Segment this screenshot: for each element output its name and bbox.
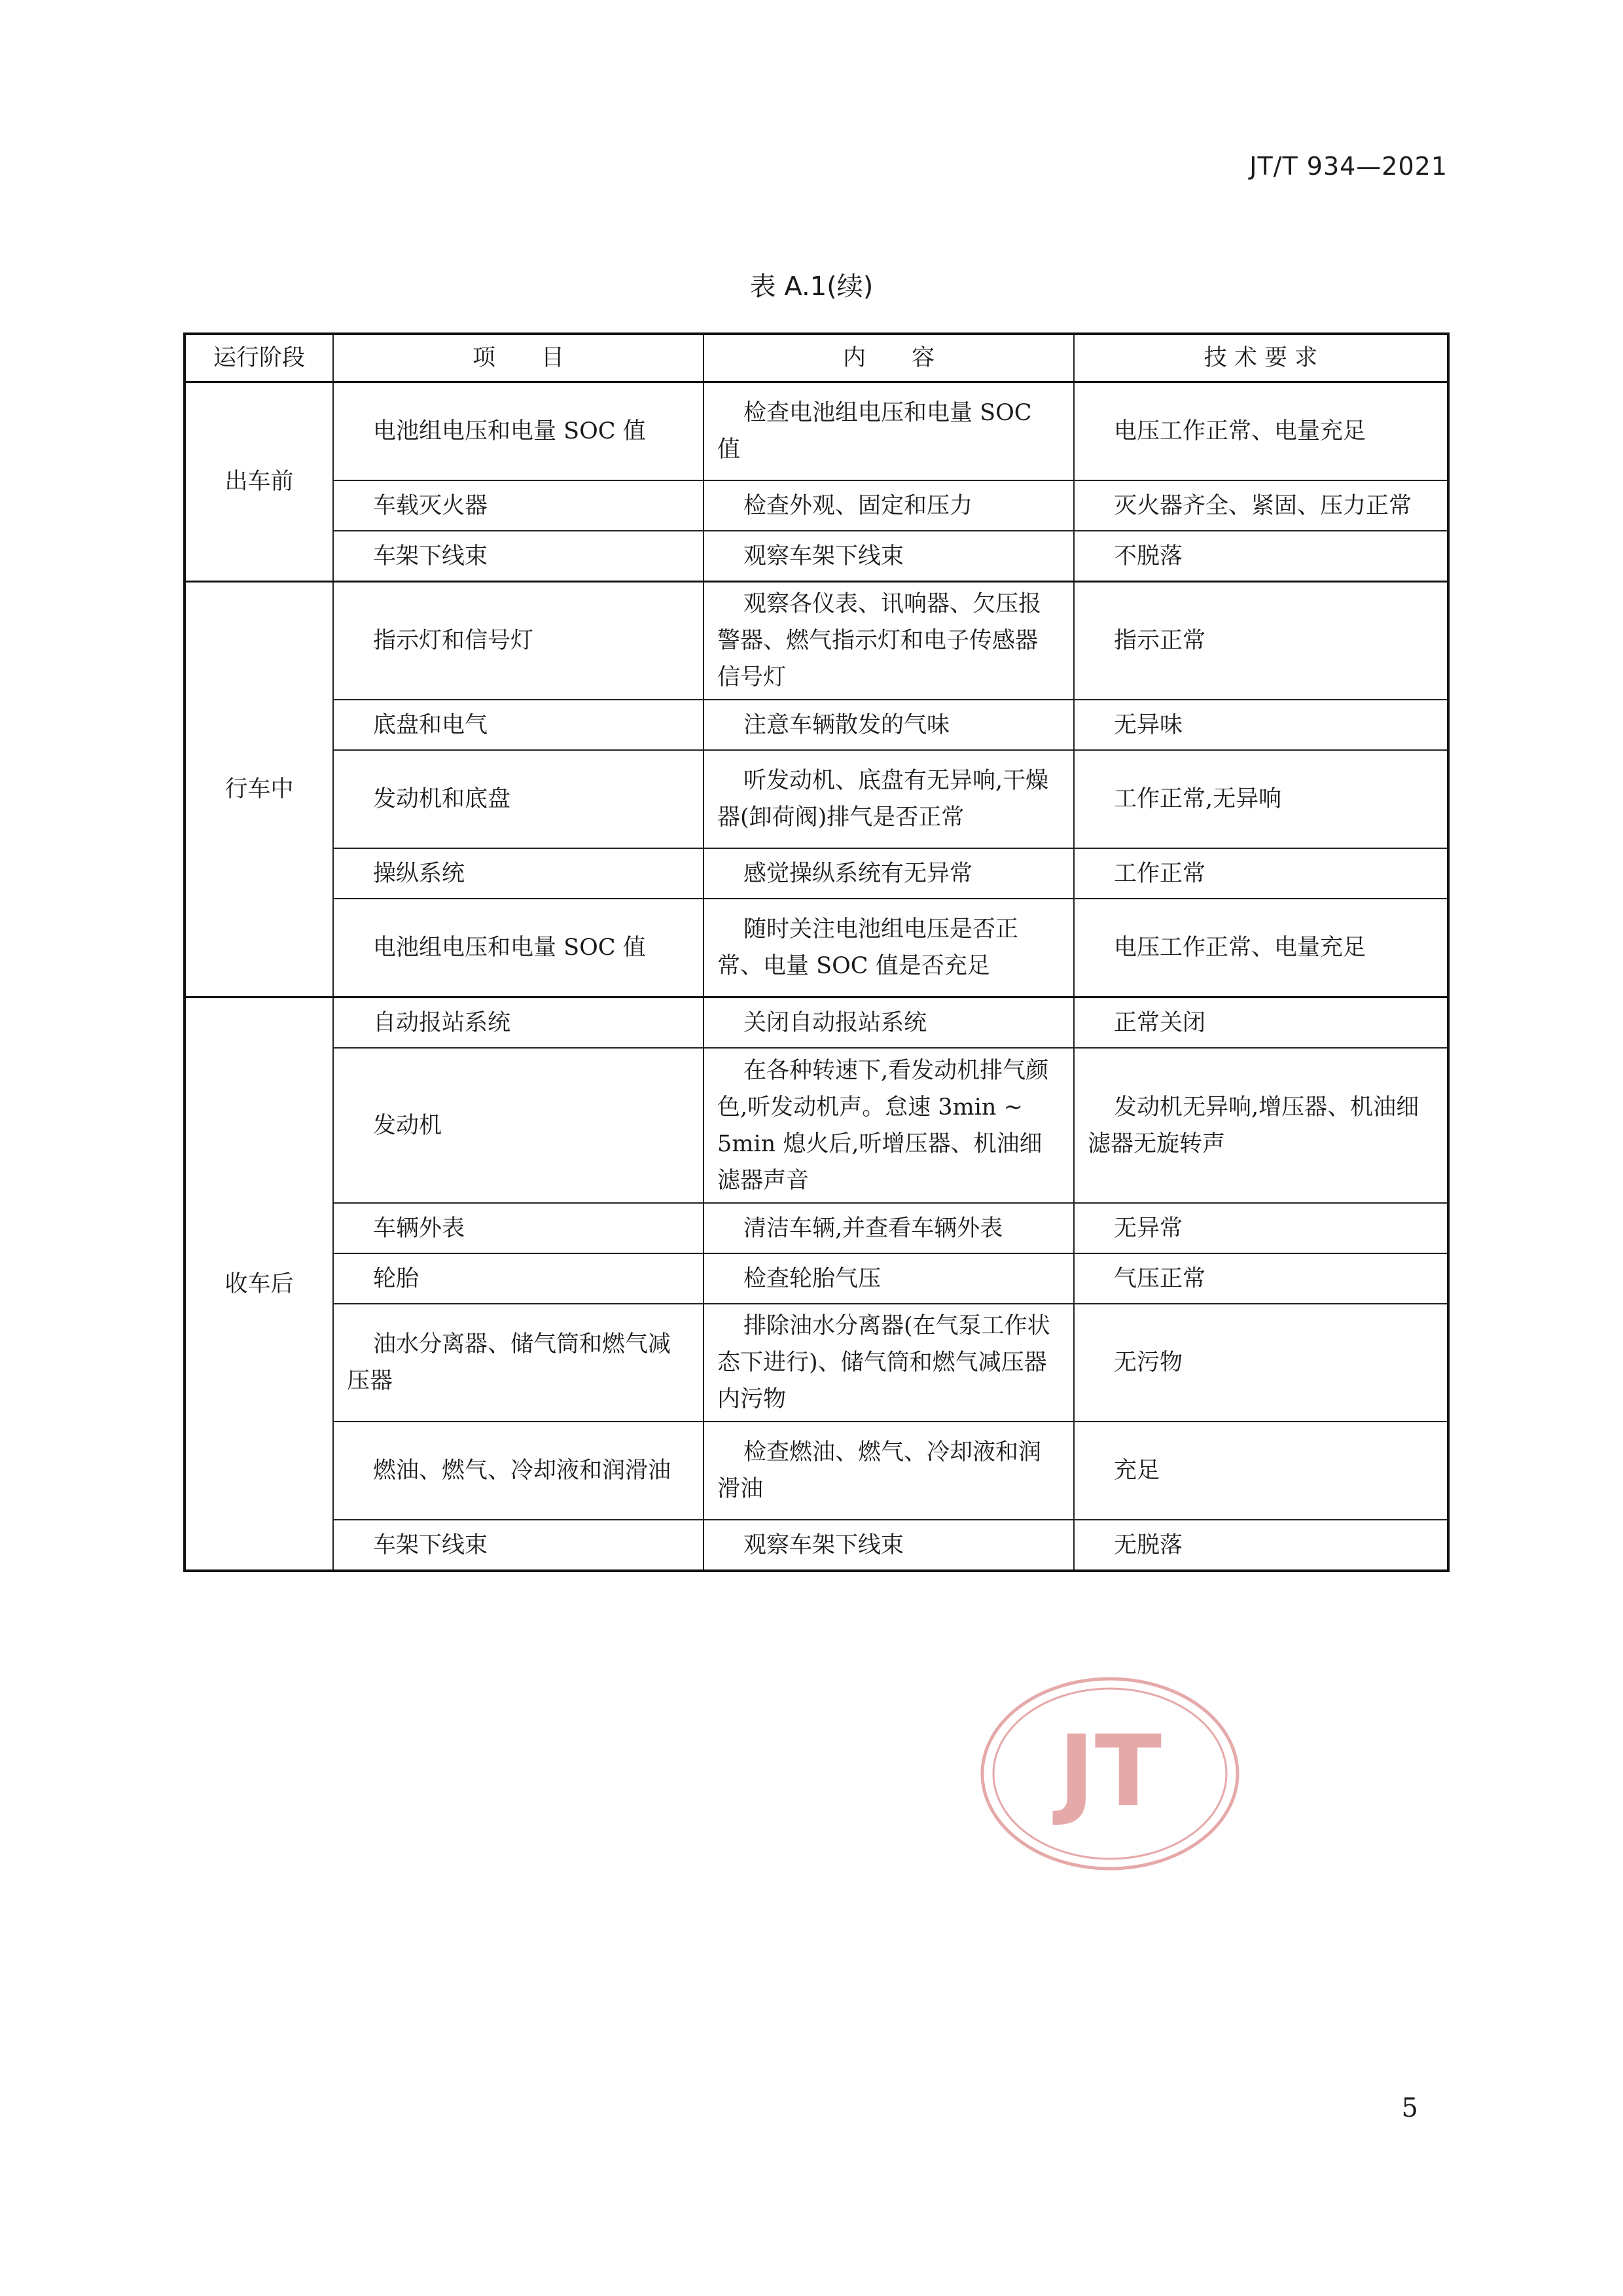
column-header-stage: 运行阶段	[185, 334, 333, 382]
item-cell: 车架下线束	[333, 531, 704, 582]
content-cell: 检查轮胎气压	[704, 1253, 1074, 1304]
requirement-cell: 无污物	[1074, 1304, 1448, 1422]
jt-stamp-logo	[979, 1676, 1241, 1872]
table-row	[185, 1203, 1448, 1253]
item-cell: 燃油、燃气、冷却液和润滑油	[333, 1422, 704, 1520]
table-caption: 表 A.1(续)	[749, 272, 874, 302]
table-row	[185, 1253, 1448, 1304]
table-row	[185, 700, 1448, 750]
stage-group-during-driving	[185, 582, 1448, 997]
content-cell: 检查燃油、燃气、冷却液和润滑油	[704, 1422, 1074, 1520]
item-cell: 自动报站系统	[333, 997, 704, 1049]
requirement-cell: 充足	[1074, 1422, 1448, 1520]
content-cell: 观察各仪表、讯响器、欠压报警器、燃气指示灯和电子传感器信号灯	[704, 582, 1074, 700]
table-header-row	[185, 334, 1448, 382]
table-row	[185, 1048, 1448, 1203]
requirement-cell: 电压工作正常、电量充足	[1074, 899, 1448, 997]
table-row	[185, 1422, 1448, 1520]
content-cell: 检查外观、固定和压力	[704, 480, 1074, 531]
item-cell: 电池组电压和电量 SOC 值	[333, 899, 704, 997]
requirement-cell: 工作正常,无异响	[1074, 750, 1448, 848]
table-row	[185, 848, 1448, 899]
table-row	[185, 750, 1448, 848]
item-cell: 轮胎	[333, 1253, 704, 1304]
requirement-cell: 工作正常	[1074, 848, 1448, 899]
table-row	[185, 899, 1448, 997]
stage-cell: 收车后	[185, 997, 333, 1571]
table-row	[185, 531, 1448, 582]
inspection-table	[183, 332, 1450, 1572]
svg-text:JT: JT	[1058, 1715, 1162, 1829]
item-cell: 车载灭火器	[333, 480, 704, 531]
column-header-content: 内 容	[704, 334, 1074, 382]
requirement-cell: 电压工作正常、电量充足	[1074, 382, 1448, 481]
stage-group-before-departure	[185, 382, 1448, 582]
requirement-cell: 发动机无异响,增压器、机油细滤器无旋转声	[1074, 1048, 1448, 1203]
content-cell: 随时关注电池组电压是否正常、电量 SOC 值是否充足	[704, 899, 1074, 997]
requirement-cell: 气压正常	[1074, 1253, 1448, 1304]
table-row	[185, 480, 1448, 531]
content-cell: 检查电池组电压和电量 SOC 值	[704, 382, 1074, 481]
item-cell: 指示灯和信号灯	[333, 582, 704, 700]
content-cell: 关闭自动报站系统	[704, 997, 1074, 1049]
content-cell: 注意车辆散发的气味	[704, 700, 1074, 750]
column-header-requirement: 技 术 要 求	[1074, 334, 1448, 382]
table-row	[185, 997, 1448, 1049]
content-cell: 观察车架下线束	[704, 1520, 1074, 1571]
table-row	[185, 582, 1448, 700]
content-cell: 观察车架下线束	[704, 531, 1074, 582]
table-row	[185, 1304, 1448, 1422]
content-cell: 排除油水分离器(在气泵工作状态下进行)、储气筒和燃气减压器内污物	[704, 1304, 1074, 1422]
item-cell: 油水分离器、储气筒和燃气减压器	[333, 1304, 704, 1422]
item-cell: 操纵系统	[333, 848, 704, 899]
stage-group-after-return	[185, 997, 1448, 1571]
requirement-cell: 正常关闭	[1074, 997, 1448, 1049]
column-header-item: 项 目	[333, 334, 704, 382]
content-cell: 听发动机、底盘有无异响,干燥器(卸荷阀)排气是否正常	[704, 750, 1074, 848]
requirement-cell: 无脱落	[1074, 1520, 1448, 1571]
stage-cell: 行车中	[185, 582, 333, 997]
item-cell: 电池组电压和电量 SOC 值	[333, 382, 704, 481]
stage-cell: 出车前	[185, 382, 333, 582]
requirement-cell: 灭火器齐全、紧固、压力正常	[1074, 480, 1448, 531]
table-row	[185, 382, 1448, 481]
requirement-cell: 无异常	[1074, 1203, 1448, 1253]
requirement-cell: 指示正常	[1074, 582, 1448, 700]
page-number: 5	[1401, 2093, 1418, 2123]
content-cell: 清洁车辆,并查看车辆外表	[704, 1203, 1074, 1253]
item-cell: 车架下线束	[333, 1520, 704, 1571]
item-cell: 发动机	[333, 1048, 704, 1203]
standard-code: JT/T 934—2021	[1249, 152, 1448, 181]
content-cell: 感觉操纵系统有无异常	[704, 848, 1074, 899]
content-cell: 在各种转速下,看发动机排气颜色,听发动机声。怠速 3min ~ 5min 熄火后,听增压器、机油细滤器声音	[704, 1048, 1074, 1203]
requirement-cell: 不脱落	[1074, 531, 1448, 582]
item-cell: 车辆外表	[333, 1203, 704, 1253]
requirement-cell: 无异味	[1074, 700, 1448, 750]
item-cell: 发动机和底盘	[333, 750, 704, 848]
table-row	[185, 1520, 1448, 1571]
item-cell: 底盘和电气	[333, 700, 704, 750]
